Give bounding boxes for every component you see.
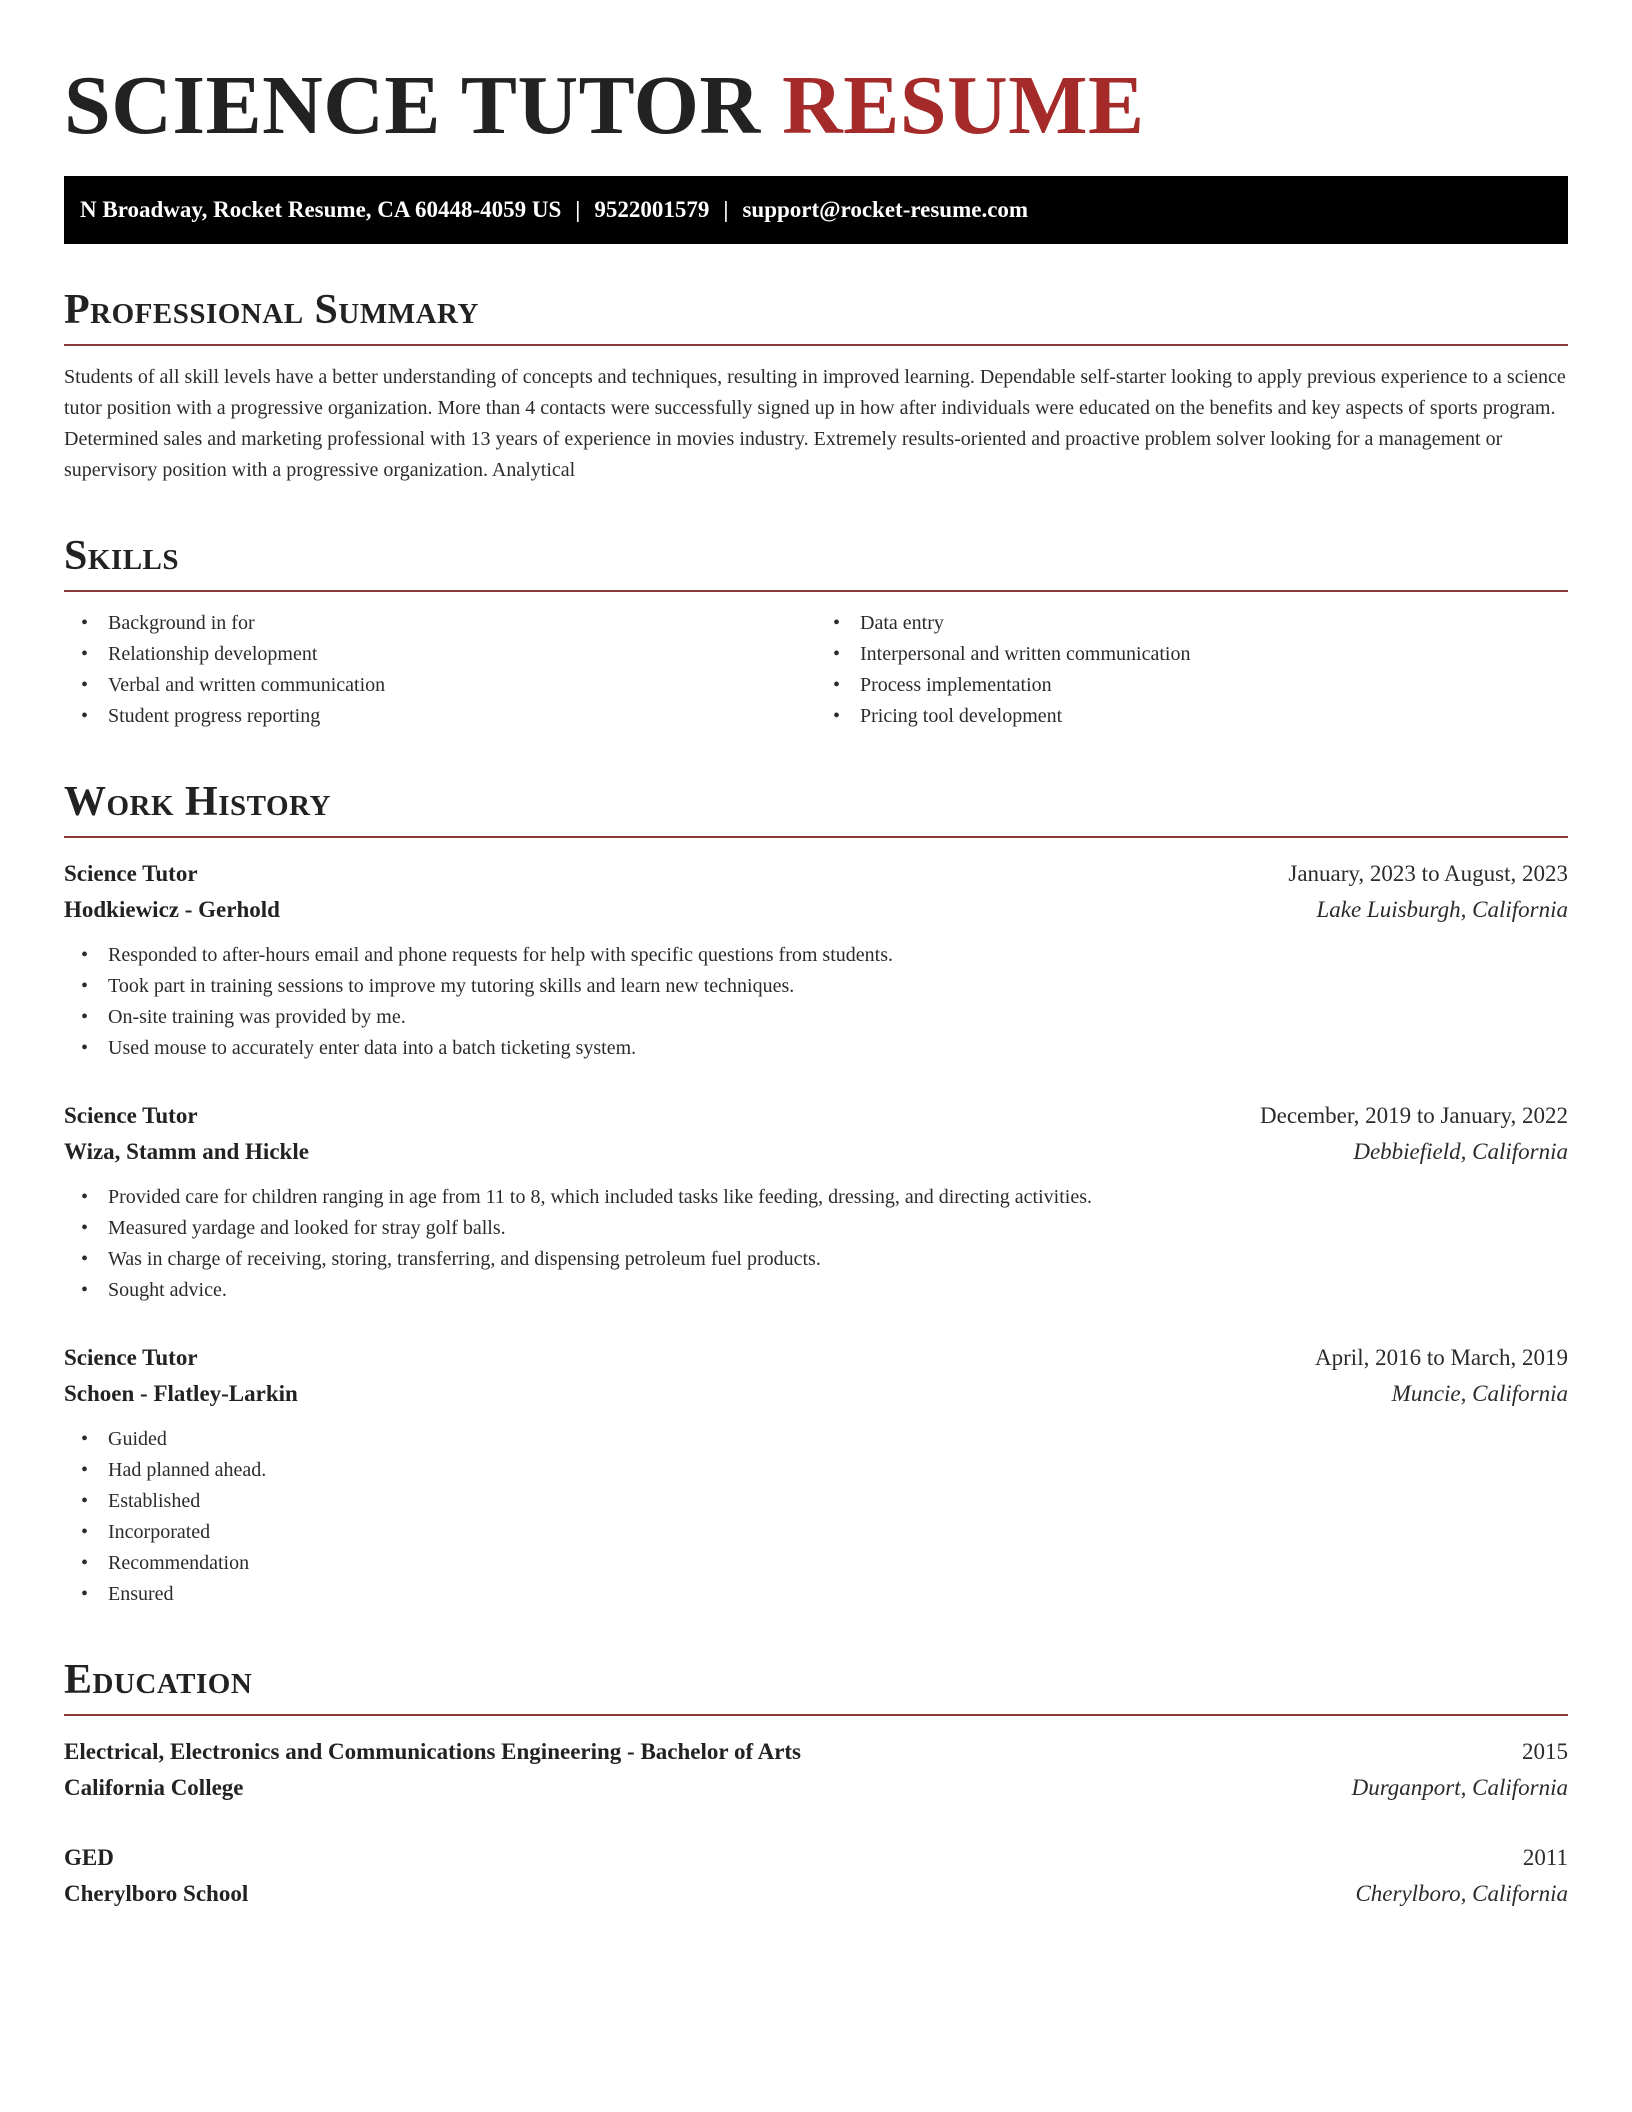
job-location: Lake Luisburgh, California xyxy=(1316,897,1568,922)
work-history-section xyxy=(64,776,1568,1610)
job-duty: • Established xyxy=(64,1486,1568,1517)
job-duty: • Took part in training sessions to improve my tutoring skills and learn new techniques. xyxy=(64,971,1568,1002)
section-divider xyxy=(64,836,1568,838)
job-header-row xyxy=(64,1098,1568,1134)
skills-section xyxy=(64,530,1568,732)
education-degree-row xyxy=(64,1840,1568,1876)
job-company: Hodkiewicz - Gerhold xyxy=(64,897,280,922)
summary-text: Students of all skill levels have a better understanding of concepts and techniques, resulting in improved learning. Dependable self-starter looking to apply previous experience to a science tutor position with a progressive organization. More than 4 contacts were successfully signed up in how after individuals were educated on the benefits and key aspects of sports program. Determined sales and marketing professional with 13 years of experience in movies industry. Extremely results-oriented and proactive problem solver looking for a management or supervisory position with a progressive organization. Analytical xyxy=(64,366,1566,481)
job-header-row xyxy=(64,1340,1568,1376)
skills-heading: Skills xyxy=(64,533,180,579)
skill-item: • Interpersonal and written communication xyxy=(816,639,1568,670)
job-dates: April, 2016 to March, 2019 xyxy=(1315,1345,1568,1370)
skill-item: • Background in for xyxy=(64,608,816,639)
education-entry xyxy=(64,1840,1568,1912)
education-location: Cherylboro, California xyxy=(1355,1881,1568,1906)
education-year: 2015 xyxy=(1522,1739,1568,1764)
education-entry xyxy=(64,1734,1568,1806)
job-entry xyxy=(64,856,1568,1064)
skills-column-left xyxy=(64,608,816,732)
job-location: Debbiefield, California xyxy=(1353,1139,1568,1164)
job-duty: • Provided care for children ranging in age from 11 to 8, which included tasks like feeding, dressing, and directing activities. xyxy=(64,1182,1568,1213)
contact-separator: | xyxy=(723,197,729,222)
job-duties-list xyxy=(64,1182,1568,1306)
education-school: California College xyxy=(64,1775,244,1800)
job-company-row xyxy=(64,1376,1568,1412)
section-divider xyxy=(64,344,1568,346)
job-company: Wiza, Stamm and Hickle xyxy=(64,1139,309,1164)
skills-list-right xyxy=(816,608,1568,732)
skill-item: • Process implementation xyxy=(816,670,1568,701)
section-divider xyxy=(64,1714,1568,1716)
contact-email: support@rocket-resume.com xyxy=(742,197,1029,222)
section-divider xyxy=(64,590,1568,592)
contact-phone: 9522001579 xyxy=(594,197,710,222)
summary-heading: Professional Summary xyxy=(64,287,479,333)
title-accent: RESUME xyxy=(782,59,1145,152)
job-duty: • Had planned ahead. xyxy=(64,1455,1568,1486)
education-degree: Electrical, Electronics and Communications Engineering - Bachelor of Arts xyxy=(64,1739,802,1764)
resume-title xyxy=(64,56,1568,156)
contact-address: N Broadway, Rocket Resume, CA 60448-4059 US xyxy=(80,197,562,222)
skill-item: • Relationship development xyxy=(64,639,816,670)
job-duties-list xyxy=(64,940,1568,1064)
skill-item: • Pricing tool development xyxy=(816,701,1568,732)
job-duties-list xyxy=(64,1424,1568,1610)
skills-column-right xyxy=(816,608,1568,732)
skill-item: • Verbal and written communication xyxy=(64,670,816,701)
education-school-row xyxy=(64,1876,1568,1912)
education-degree: GED xyxy=(64,1845,114,1870)
job-company: Schoen - Flatley-Larkin xyxy=(64,1381,298,1406)
job-duty: • Ensured xyxy=(64,1579,1568,1610)
job-duty: • Recommendation xyxy=(64,1548,1568,1579)
job-header-row xyxy=(64,856,1568,892)
skill-item: • Student progress reporting xyxy=(64,701,816,732)
job-duty: • Was in charge of receiving, storing, transferring, and dispensing petroleum fuel products. xyxy=(64,1244,1568,1275)
summary-section xyxy=(64,284,1568,486)
job-duty: • Responded to after-hours email and phone requests for help with specific questions from students. xyxy=(64,940,1568,971)
work-history-heading: Work History xyxy=(64,779,331,825)
education-degree-row xyxy=(64,1734,1568,1770)
job-entry xyxy=(64,1098,1568,1306)
job-company-row xyxy=(64,892,1568,928)
job-duty: • Measured yardage and looked for stray golf balls. xyxy=(64,1213,1568,1244)
job-entry xyxy=(64,1340,1568,1610)
job-dates: January, 2023 to August, 2023 xyxy=(1288,861,1568,886)
skills-grid xyxy=(64,608,1568,732)
job-duty: • Used mouse to accurately enter data into a batch ticketing system. xyxy=(64,1033,1568,1064)
education-heading: Education xyxy=(64,1657,253,1703)
skills-list-left xyxy=(64,608,816,732)
contact-bar xyxy=(64,176,1568,244)
education-year: 2011 xyxy=(1522,1845,1568,1870)
job-title: Science Tutor xyxy=(64,861,198,886)
job-duty: • On-site training was provided by me. xyxy=(64,1002,1568,1033)
job-title: Science Tutor xyxy=(64,1345,198,1370)
contact-separator: | xyxy=(575,197,581,222)
job-duty: • Incorporated xyxy=(64,1517,1568,1548)
job-location: Muncie, California xyxy=(1391,1381,1568,1406)
job-duty: • Guided xyxy=(64,1424,1568,1455)
job-duty: • Sought advice. xyxy=(64,1275,1568,1306)
education-section xyxy=(64,1654,1568,1912)
education-location: Durganport, California xyxy=(1351,1775,1568,1800)
education-school: Cherylboro School xyxy=(64,1881,249,1906)
job-dates: December, 2019 to January, 2022 xyxy=(1260,1103,1568,1128)
job-company-row xyxy=(64,1134,1568,1170)
title-main: SCIENCE TUTOR xyxy=(64,59,761,152)
skill-item: • Data entry xyxy=(816,608,1568,639)
job-title: Science Tutor xyxy=(64,1103,198,1128)
education-school-row xyxy=(64,1770,1568,1806)
